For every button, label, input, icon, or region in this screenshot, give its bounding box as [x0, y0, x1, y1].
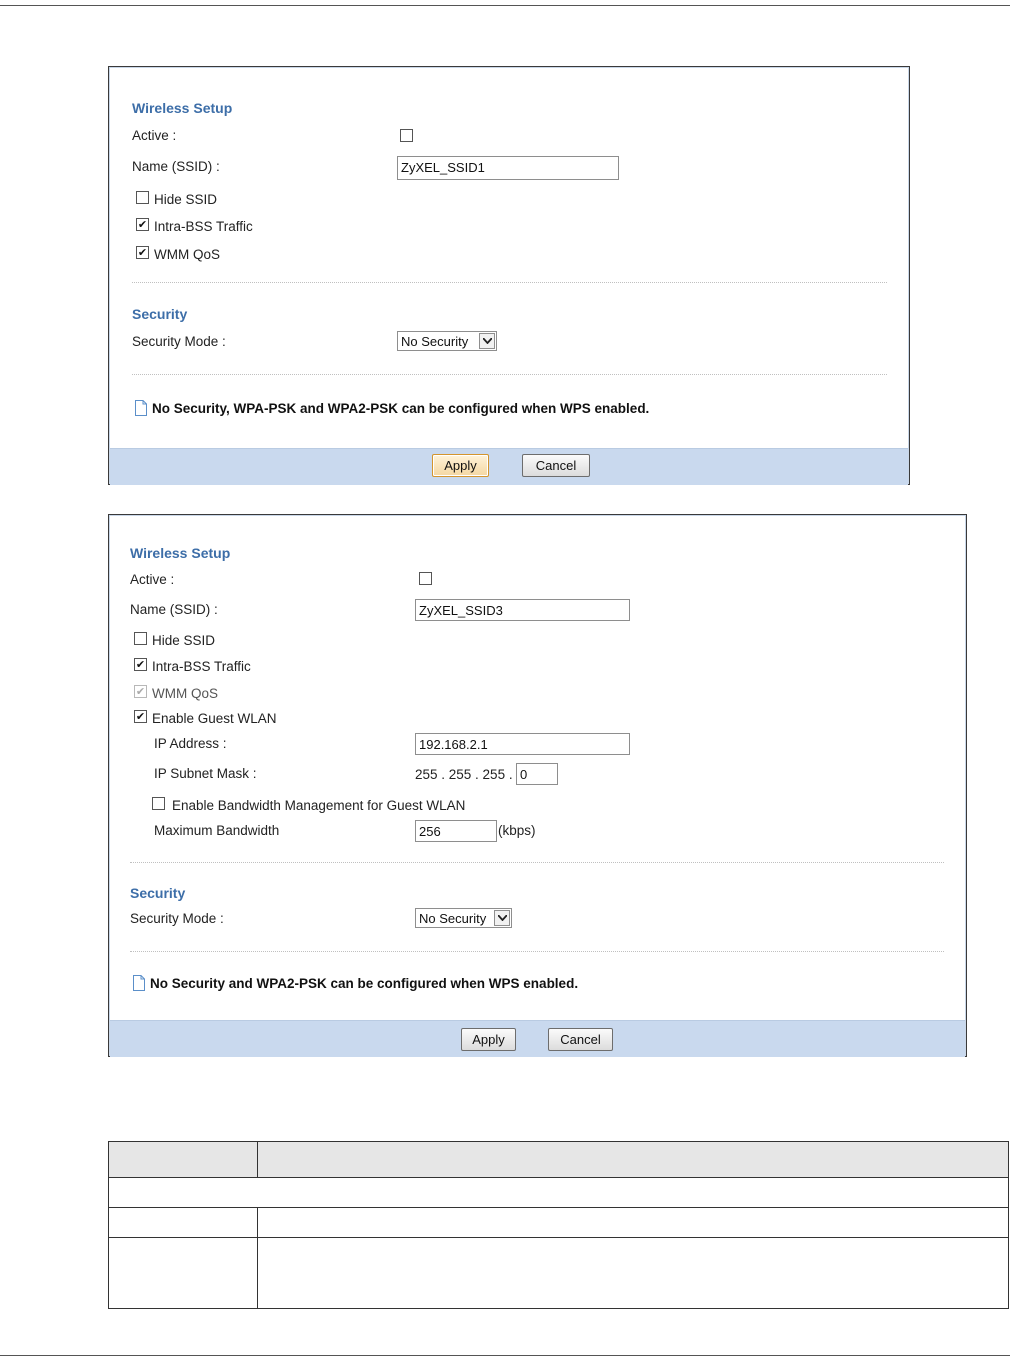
active-checkbox[interactable] — [400, 129, 413, 142]
section-divider — [132, 374, 887, 375]
intra-bss-checkbox[interactable] — [134, 658, 147, 671]
table-row — [109, 1208, 1009, 1238]
intra-bss-checkbox[interactable] — [136, 218, 149, 231]
ssid-input[interactable]: ZyXEL_SSID3 — [415, 599, 630, 621]
intra-bss-label: Intra-BSS Traffic — [152, 659, 251, 674]
dropdown-arrow-icon[interactable] — [494, 910, 510, 926]
wmm-qos-label: WMM QoS — [152, 686, 218, 701]
security-mode-label: Security Mode : — [130, 911, 224, 926]
security-mode-value: No Security — [401, 334, 469, 349]
security-mode-select[interactable] — [397, 331, 497, 351]
ssid-label: Name (SSID) : — [130, 602, 218, 617]
bandwidth-mgmt-label: Enable Bandwidth Management for Guest WLAN — [172, 798, 466, 813]
hide-ssid-checkbox[interactable] — [136, 191, 149, 204]
note-icon — [133, 975, 145, 991]
section-divider — [132, 282, 887, 283]
wmm-qos-checkbox[interactable] — [136, 246, 149, 259]
security-title: Security — [130, 885, 186, 901]
field-description-table — [108, 1141, 1009, 1309]
security-title: Security — [132, 306, 188, 322]
table-cell — [109, 1208, 258, 1238]
active-checkbox[interactable] — [419, 572, 432, 585]
max-bandwidth-label: Maximum Bandwidth — [154, 823, 280, 838]
wireless-setup-title: Wireless Setup — [130, 545, 231, 561]
wireless-setup-panel-ssid1 — [108, 66, 910, 485]
table-cell — [109, 1238, 258, 1309]
wireless-setup-title: Wireless Setup — [132, 100, 233, 116]
wmm-qos-label: WMM QoS — [154, 247, 220, 262]
security-mode-label: Security Mode : — [132, 334, 226, 349]
max-bandwidth-unit: (kbps) — [498, 823, 536, 838]
table-header-cell — [258, 1142, 1009, 1178]
page-top-rule — [0, 5, 1010, 6]
security-mode-select[interactable] — [415, 908, 512, 928]
active-label: Active : — [130, 572, 175, 587]
ssid-input[interactable]: ZyXEL_SSID1 — [397, 156, 619, 180]
wps-note-text: No Security, WPA-PSK and WPA2-PSK can be configured when WPS enabled. — [152, 401, 650, 416]
wps-note-text: No Security and WPA2-PSK can be configured when WPS enabled. — [150, 976, 579, 991]
intra-bss-label: Intra-BSS Traffic — [154, 219, 253, 234]
apply-button[interactable]: Apply — [461, 1028, 516, 1051]
apply-button[interactable]: Apply — [432, 454, 489, 477]
table-cell — [258, 1238, 1009, 1309]
button-bar — [110, 1020, 965, 1057]
ip-address-input[interactable]: 192.168.2.1 — [415, 733, 630, 755]
guest-wlan-label: Enable Guest WLAN — [152, 711, 277, 726]
subnet-mask-label: IP Subnet Mask : — [154, 766, 257, 781]
dropdown-arrow-icon[interactable] — [479, 333, 495, 349]
section-divider — [130, 862, 944, 863]
wireless-setup-panel-ssid3 — [108, 514, 967, 1057]
ip-address-label: IP Address : — [154, 736, 227, 751]
hide-ssid-label: Hide SSID — [154, 192, 218, 207]
hide-ssid-checkbox[interactable] — [134, 632, 147, 645]
panel-inner-border — [109, 515, 966, 1056]
subnet-mask-last-octet-input[interactable]: 0 — [516, 763, 558, 785]
bandwidth-mgmt-checkbox[interactable] — [152, 797, 165, 810]
table-row — [109, 1238, 1009, 1309]
cancel-button[interactable]: Cancel — [522, 454, 590, 477]
page-bottom-rule — [0, 1355, 1010, 1356]
button-bar — [110, 448, 908, 485]
table-row — [109, 1178, 1009, 1208]
table-header-cell — [109, 1142, 258, 1178]
security-mode-value: No Security — [419, 911, 487, 926]
panel-inner-border — [109, 67, 909, 484]
subnet-mask-prefix: 255 . 255 . 255 . — [415, 767, 513, 782]
note-icon — [135, 400, 147, 416]
ssid-label: Name (SSID) : — [132, 159, 220, 174]
max-bandwidth-input[interactable]: 256 — [415, 820, 497, 842]
guest-wlan-checkbox[interactable] — [134, 710, 147, 723]
section-divider — [130, 951, 944, 952]
hide-ssid-label: Hide SSID — [152, 633, 216, 648]
active-label: Active : — [132, 128, 177, 143]
wmm-qos-checkbox — [134, 685, 147, 698]
table-header-row — [109, 1142, 1009, 1178]
table-cell — [109, 1178, 1009, 1208]
cancel-button[interactable]: Cancel — [548, 1028, 613, 1051]
table-cell — [258, 1208, 1009, 1238]
